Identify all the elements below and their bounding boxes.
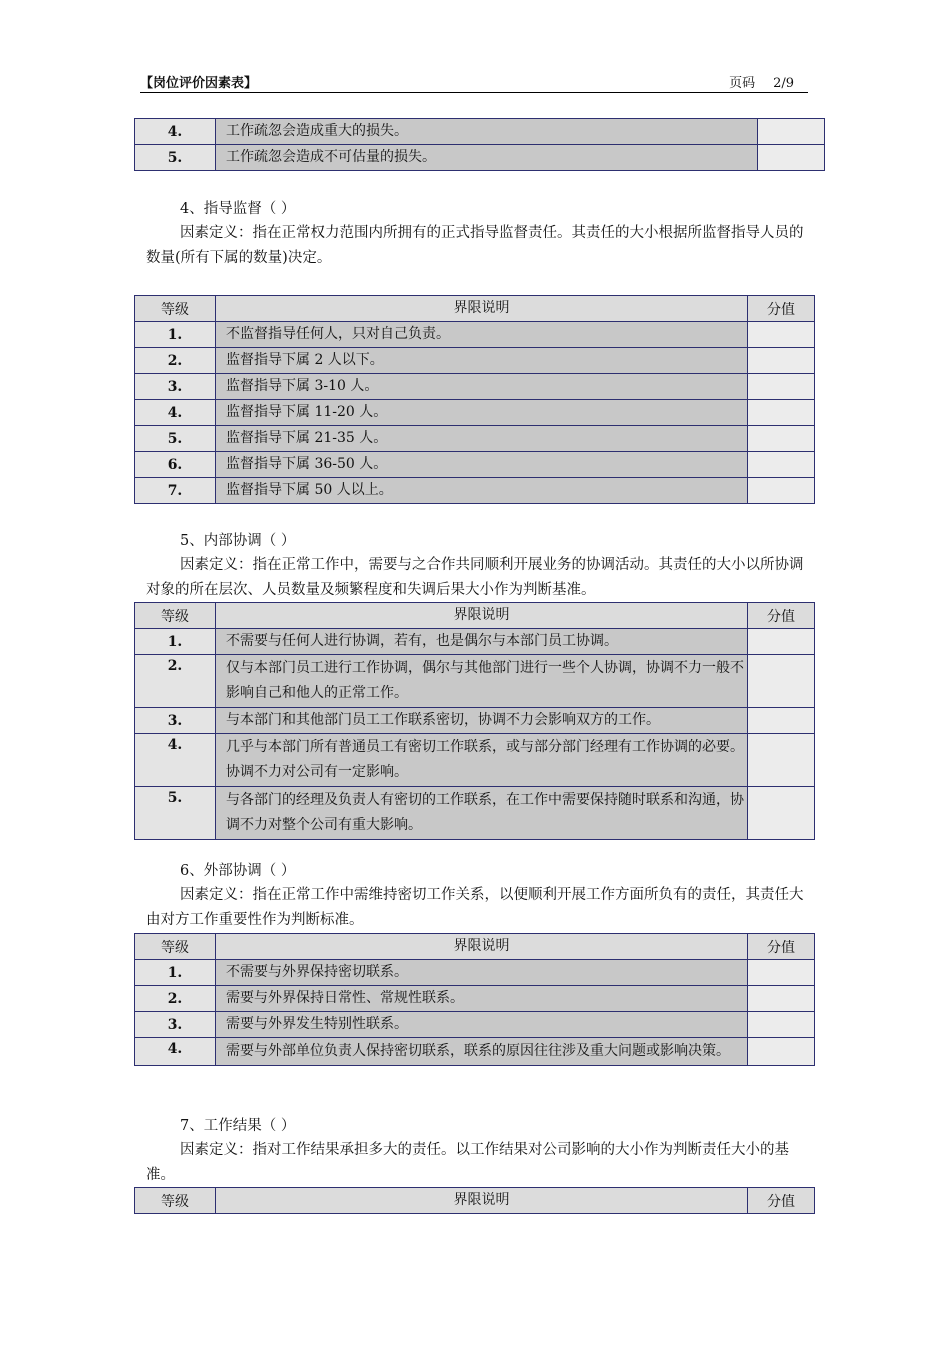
score-cell[interactable] (748, 322, 815, 348)
table-section5 (134, 602, 815, 840)
table-row (135, 348, 815, 374)
desc-cell: 监督指导下属 3-10 人。 (216, 374, 748, 400)
section5-definition: 因素定义：指在正常工作中，需要与之合作共同顺利开展业务的协调活动。其责任的大小以所协调对象的所在层次、人员数量及频繁程度和失调后果大小作为判断基准。 (146, 557, 804, 598)
score-cell[interactable] (748, 348, 815, 374)
level-cell: 4. (135, 734, 216, 787)
level-cell: 3. (135, 708, 216, 734)
desc-cell: 需要与外界发生特别性联系。 (216, 1012, 748, 1038)
score-cell[interactable] (748, 787, 815, 840)
table-row (135, 629, 815, 655)
table-row (135, 734, 815, 787)
section7-title: 7、工作结果（ ） (180, 1118, 296, 1134)
desc-cell: 仅与本部门员工进行工作协调，偶尔与其他部门进行一些个人协调，协调不力一般不影响自己和他人的正常工作。 (216, 655, 748, 708)
col-score-header: 分值 (748, 1188, 815, 1214)
table-row (135, 119, 825, 145)
table-row (135, 787, 815, 840)
page-header (140, 70, 808, 93)
level-cell: 4. (135, 119, 216, 145)
level-cell: 6. (135, 452, 216, 478)
document-title: 【岗位评价因素表】 (140, 76, 258, 91)
section5-title: 5、内部协调（ ） (180, 533, 296, 549)
col-desc-header: 界限说明 (216, 296, 748, 322)
score-cell[interactable] (748, 629, 815, 655)
table-header-row (135, 603, 815, 629)
desc-cell: 与各部门的经理及负责人有密切的工作联系，在工作中需要保持随时联系和沟通，协调不力对整个公司有重大影响。 (216, 787, 748, 840)
table-section7 (134, 1187, 815, 1214)
table-row (135, 374, 815, 400)
section4-title: 4、指导监督（ ） (180, 201, 296, 217)
desc-cell: 监督指导下属 11-20 人。 (216, 400, 748, 426)
desc-cell: 不需要与任何人进行协调，若有，也是偶尔与本部门员工协调。 (216, 629, 748, 655)
score-cell[interactable] (748, 374, 815, 400)
table-row (135, 322, 815, 348)
table-row (135, 1012, 815, 1038)
score-cell[interactable] (758, 119, 825, 145)
desc-cell: 监督指导下属 2 人以下。 (216, 348, 748, 374)
col-level-header: 等级 (135, 1188, 216, 1214)
level-cell: 2. (135, 655, 216, 708)
table-header-row (135, 1188, 815, 1214)
desc-cell: 不监督指导任何人，只对自己负责。 (216, 322, 748, 348)
page-label: 页码 (729, 76, 756, 91)
table-header-row (135, 934, 815, 960)
table-header-row (135, 296, 815, 322)
desc-cell: 几乎与本部门所有普通员工有密切工作联系，或与部分部门经理有工作协调的必要。协调不力对公司有一定影响。 (216, 734, 748, 787)
desc-cell: 需要与外界保持日常性、常规性联系。 (216, 986, 748, 1012)
col-level-header: 等级 (135, 296, 216, 322)
score-cell[interactable] (748, 655, 815, 708)
col-score-header: 分值 (748, 934, 815, 960)
level-cell: 7. (135, 478, 216, 504)
score-cell[interactable] (758, 145, 825, 171)
section6-title: 6、外部协调（ ） (180, 863, 296, 879)
score-cell[interactable] (748, 452, 815, 478)
score-cell[interactable] (748, 400, 815, 426)
score-cell[interactable] (748, 426, 815, 452)
table-row (135, 145, 825, 171)
desc-cell: 需要与外部单位负责人保持密切联系，联系的原因往往涉及重大问题或影响决策。 (216, 1038, 748, 1066)
table-row (135, 426, 815, 452)
table-row (135, 400, 815, 426)
level-cell: 5. (135, 145, 216, 171)
col-score-header: 分值 (748, 296, 815, 322)
table-row (135, 478, 815, 504)
page-number: 2/9 (773, 76, 794, 91)
desc-cell: 工作疏忽会造成不可估量的损失。 (216, 145, 758, 171)
level-cell: 1. (135, 629, 216, 655)
table-row (135, 1038, 815, 1066)
level-cell: 4. (135, 1038, 216, 1066)
score-cell[interactable] (748, 1038, 815, 1066)
level-cell: 1. (135, 960, 216, 986)
table-section6 (134, 933, 815, 1066)
score-cell[interactable] (748, 478, 815, 504)
col-desc-header: 界限说明 (216, 603, 748, 629)
col-desc-header: 界限说明 (216, 1188, 748, 1214)
table-section3-continued (134, 118, 825, 171)
desc-cell: 工作疏忽会造成重大的损失。 (216, 119, 758, 145)
table-section4 (134, 295, 815, 504)
level-cell: 3. (135, 1012, 216, 1038)
table-row (135, 655, 815, 708)
desc-cell: 监督指导下属 50 人以上。 (216, 478, 748, 504)
level-cell: 2. (135, 986, 216, 1012)
section6-definition: 因素定义：指在正常工作中需维持密切工作关系，以便顺利开展工作方面所负有的责任，其责任大由对方工作重要性作为判断标准。 (146, 887, 804, 928)
col-level-header: 等级 (135, 934, 216, 960)
col-score-header: 分值 (748, 603, 815, 629)
level-cell: 3. (135, 374, 216, 400)
level-cell: 5. (135, 426, 216, 452)
section4-definition: 因素定义：指在正常权力范围内所拥有的正式指导监督责任。其责任的大小根据所监督指导人员的数量(所有下属的数量)决定。 (146, 225, 804, 266)
page-indicator (711, 72, 794, 91)
desc-cell: 不需要与外界保持密切联系。 (216, 960, 748, 986)
table-row (135, 960, 815, 986)
desc-cell: 监督指导下属 36-50 人。 (216, 452, 748, 478)
table-row (135, 452, 815, 478)
desc-cell: 与本部门和其他部门员工工作联系密切，协调不力会影响双方的工作。 (216, 708, 748, 734)
col-desc-header: 界限说明 (216, 934, 748, 960)
score-cell[interactable] (748, 960, 815, 986)
score-cell[interactable] (748, 708, 815, 734)
section7-definition: 因素定义：指对工作结果承担多大的责任。以工作结果对公司影响的大小作为判断责任大小的基准。 (146, 1142, 789, 1183)
level-cell: 5. (135, 787, 216, 840)
table-row (135, 986, 815, 1012)
score-cell[interactable] (748, 734, 815, 787)
score-cell[interactable] (748, 1012, 815, 1038)
level-cell: 1. (135, 322, 216, 348)
level-cell: 4. (135, 400, 216, 426)
table-row (135, 708, 815, 734)
level-cell: 2. (135, 348, 216, 374)
desc-cell: 监督指导下属 21-35 人。 (216, 426, 748, 452)
col-level-header: 等级 (135, 603, 216, 629)
score-cell[interactable] (748, 986, 815, 1012)
